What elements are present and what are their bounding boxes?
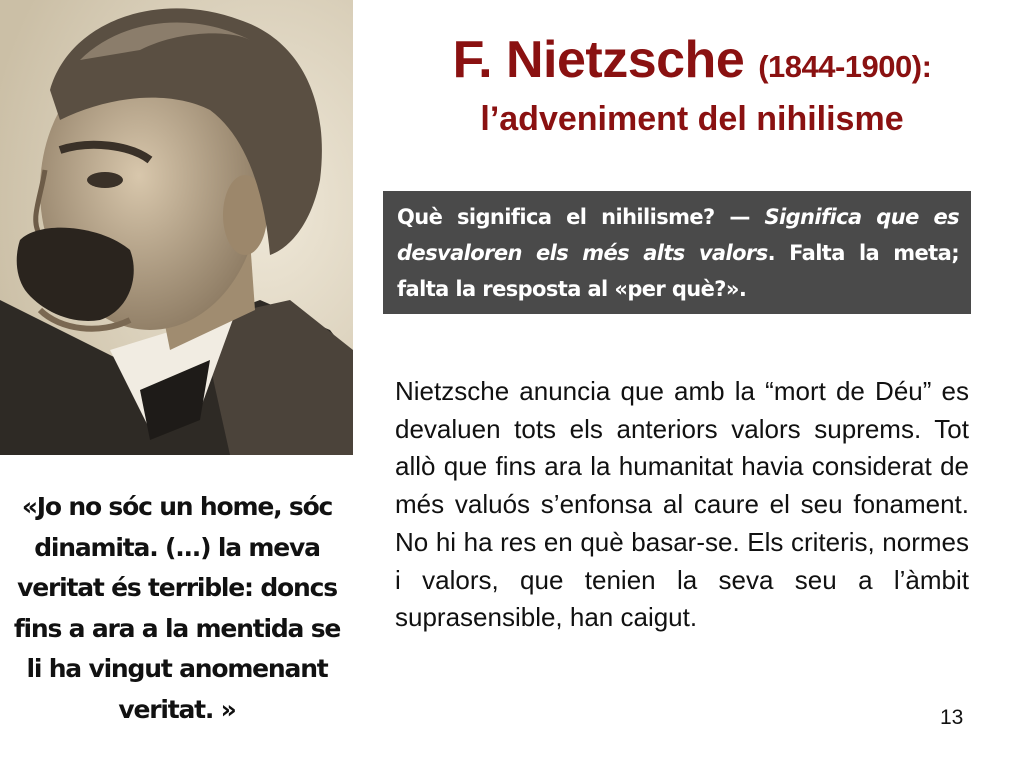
title-name: F. Nietzsche bbox=[452, 31, 745, 89]
slide-title bbox=[360, 30, 1024, 141]
definition-question: Què significa el nihilisme? — bbox=[397, 205, 765, 229]
definition-box bbox=[383, 191, 971, 314]
definition-rest: . Falta la meta; falta la resposta al «per què?». bbox=[397, 241, 959, 301]
title-subtitle: l’adveniment del nihilisme bbox=[480, 100, 904, 138]
definition-emphasis: Significa que es desvaloren els més alts valors bbox=[397, 205, 959, 265]
nietzsche-quote: «Jo no sóc un home, sóc dinamita. (...) la meva veritat és terrible: doncs fins a ara a la mentida se li ha vingut anomenant veritat. » bbox=[13, 492, 341, 724]
body-paragraph: Nietzsche anuncia que amb la “mort de Déu” es devaluen tots els anteriors valors suprems. Tot allò que fins ara la humanitat havia considerat de més valuós s’enfonsa al caure el seu fonament. No hi ha res en què basar-se. Els criteris, normes i valors, que tenien la seva seu a l’àmbit suprasensible, han caigut. bbox=[395, 376, 969, 633]
title-years: (1844-1900): bbox=[758, 49, 932, 84]
nietzsche-portrait bbox=[0, 0, 353, 455]
page-number: 13 bbox=[940, 706, 964, 729]
title-line-1 bbox=[360, 30, 1024, 97]
